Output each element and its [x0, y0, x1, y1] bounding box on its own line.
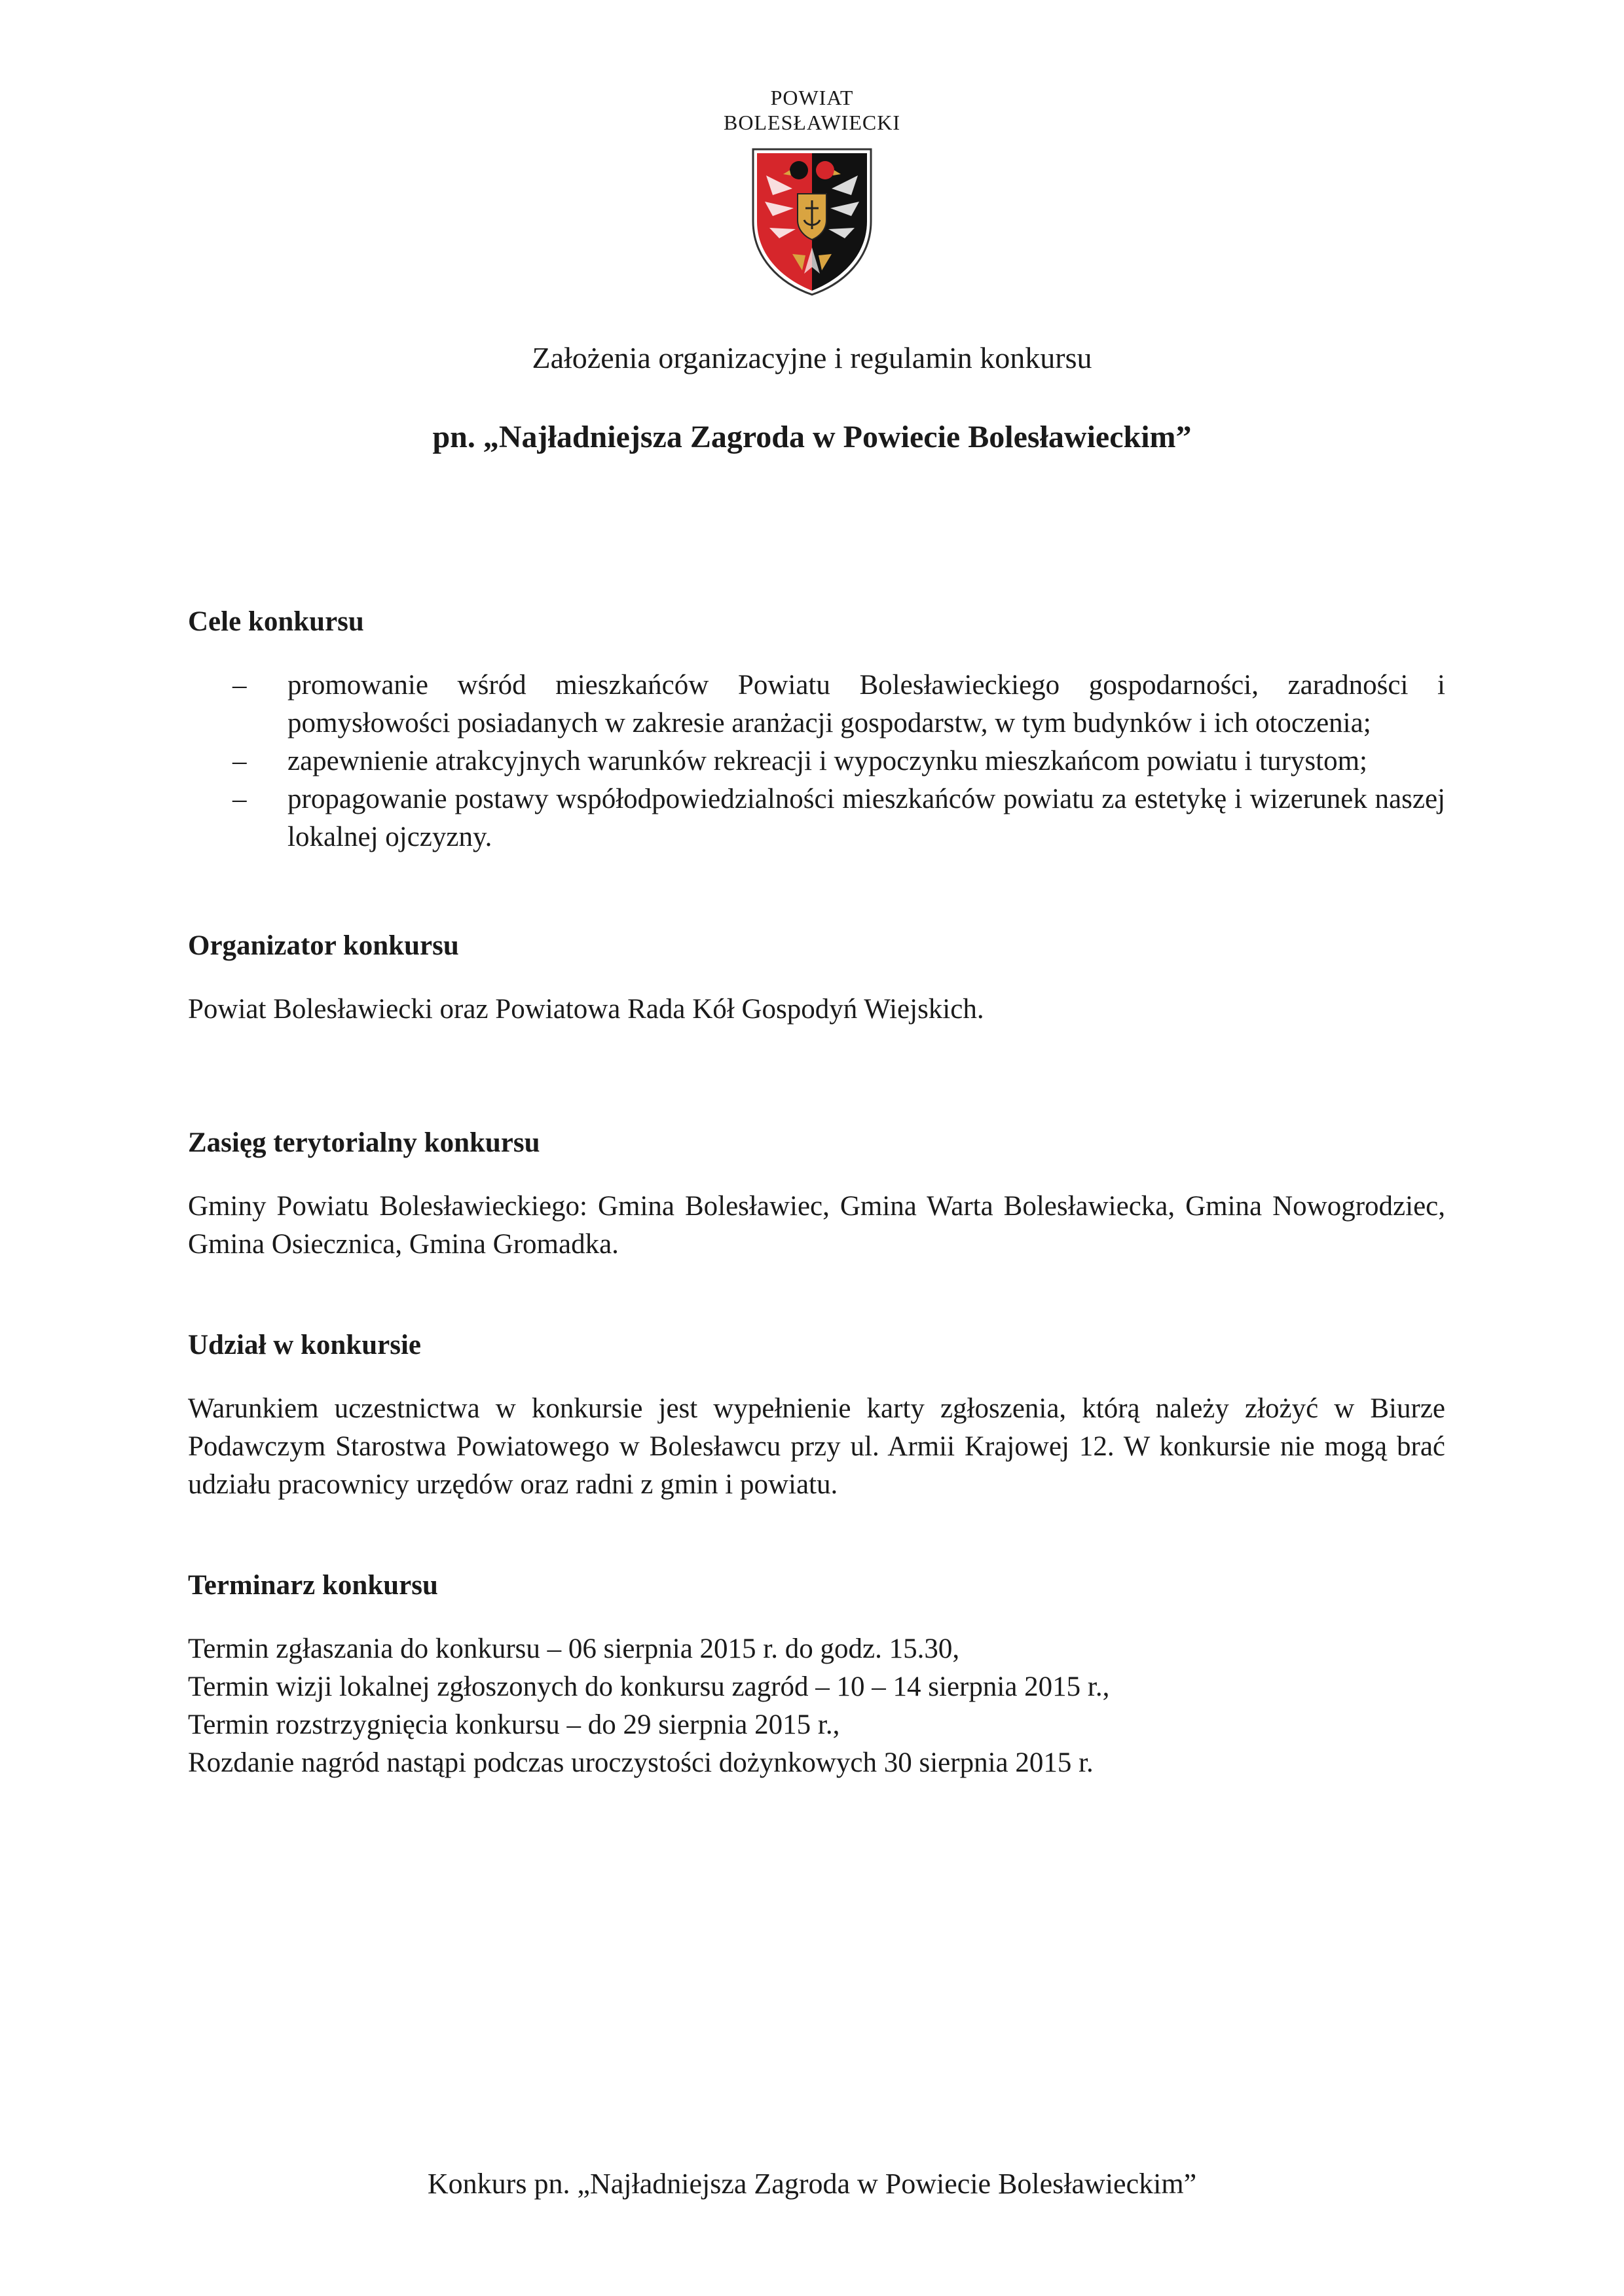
competition-name: pn. „Najładniejsza Zagroda w Powiecie Bolesławieckim” — [432, 420, 1192, 454]
schedule-line: Termin rozstrzygnięcia konkursu – do 29 sierpnia 2015 r., — [188, 1709, 840, 1740]
document-title: Założenia organizacyjne i regulamin konkursu — [532, 341, 1092, 374]
section-schedule — [188, 1569, 1445, 1782]
organizer-text: Powiat Bolesławiecki oraz Powiatowa Rada Kół Gospodyń Wiejskich. — [188, 994, 984, 1025]
schedule-line: Termin zgłaszania do konkursu – 06 sierpnia 2015 r. do godz. 15.30, — [188, 1633, 960, 1664]
section-heading-schedule: Terminarz konkursu — [188, 1570, 438, 1601]
document-body — [188, 606, 1445, 1782]
goal-item — [188, 780, 1445, 856]
section-territory — [188, 1127, 1445, 1264]
dash-bullet: – — [232, 784, 247, 814]
document-footer: Konkurs pn. „Najładniejsza Zagroda w Powiecie Bolesławieckim” — [427, 2168, 1197, 2200]
goal-text: propagowanie postawy współodpowiedzialności mieszkańców powiatu za estetykę i wizerunek naszej lokalnej ojczyzny. — [287, 784, 1445, 852]
county-name-line1: POWIAT — [770, 86, 854, 109]
territory-text: Gminy Powiatu Bolesławieckiego: Gmina Bolesławiec, Gmina Warta Bolesławiecka, Gmina Nowogrodziec, Gmina Osiecznica, Gmina Gromadka. — [188, 1191, 1445, 1260]
section-participation — [188, 1329, 1445, 1504]
participation-text: Warunkiem uczestnictwa w konkursie jest wypełnienie karty zgłoszenia, którą należy złożyć w Biurze Podawczym Starostwa Powiatowego w Bolesławcu przy ul. Armii Krajowej 12. W konkursie nie mogą brać udziału pracownicy urzędów oraz radni z gmin i powiatu. — [188, 1393, 1445, 1500]
goal-text: zapewnienie atrakcyjnych warunków rekreacji i wypoczynku mieszkańcom powiatu i turystom; — [287, 746, 1367, 776]
section-heading-territory: Zasięg terytorialny konkursu — [188, 1127, 540, 1158]
goal-item — [188, 742, 1445, 780]
section-organizer — [188, 930, 1445, 1029]
county-coat-of-arms-icon — [747, 143, 877, 300]
goal-item — [188, 666, 1445, 742]
section-goals — [188, 606, 1445, 856]
dash-bullet: – — [232, 746, 247, 776]
dash-bullet: – — [232, 670, 247, 701]
document-header — [0, 85, 1624, 300]
section-heading-organizer: Organizator konkursu — [188, 930, 459, 961]
schedule-line: Termin wizji lokalnej zgłoszonych do konkursu zagród – 10 – 14 sierpnia 2015 r., — [188, 1671, 1110, 1702]
county-name-line2: BOLESŁAWIECKI — [724, 111, 900, 134]
schedule-line: Rozdanie nagród nastąpi podczas uroczystości dożynkowych 30 sierpnia 2015 r. — [188, 1747, 1094, 1778]
goal-text: promowanie wśród mieszkańców Powiatu Bolesławieckiego gospodarności, zaradności i pomysłowości posiadanych w zakresie aranżacji gospodarstw, w tym budynków i ich otoczenia; — [287, 670, 1445, 738]
goals-list — [188, 666, 1445, 856]
section-heading-goals: Cele konkursu — [188, 606, 364, 637]
section-heading-participation: Udział w konkursie — [188, 1330, 422, 1360]
